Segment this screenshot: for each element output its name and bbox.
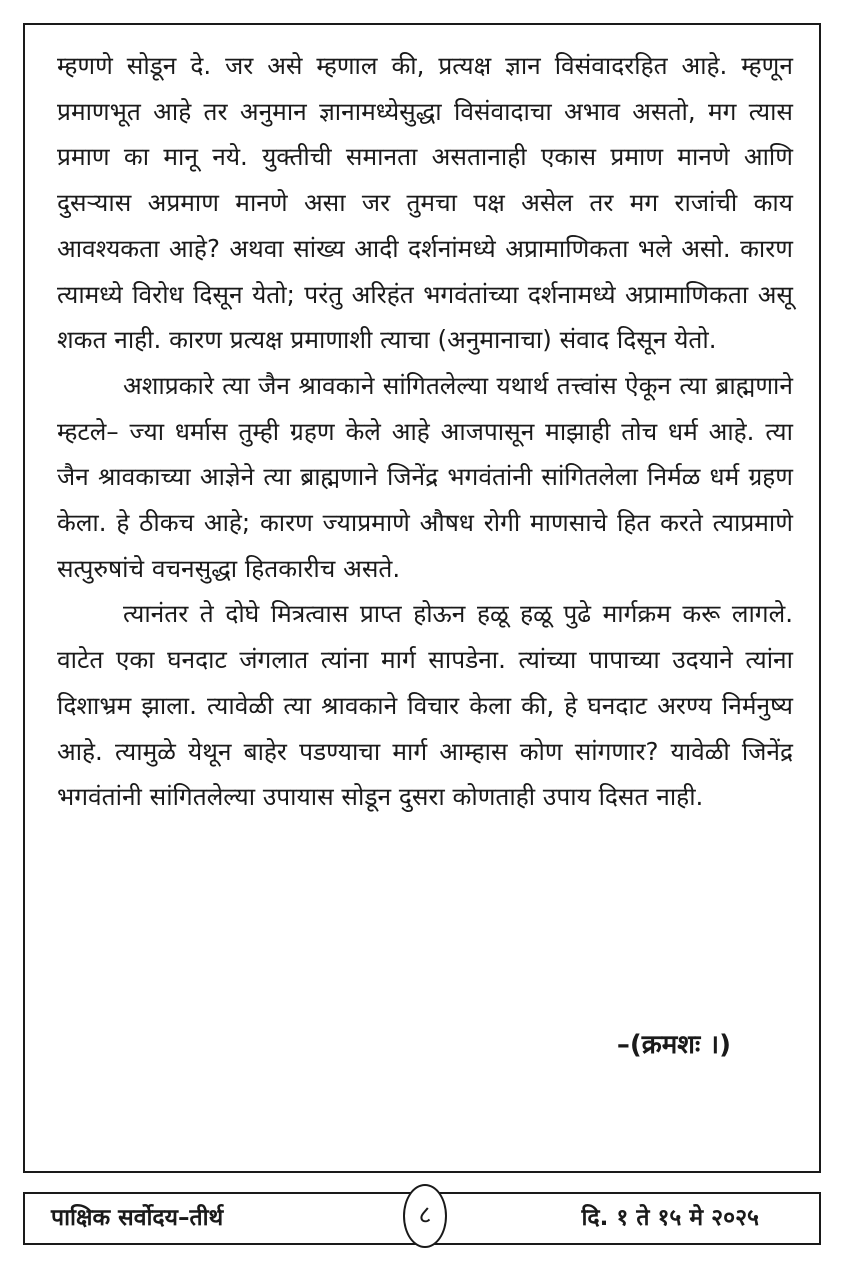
article-body: [57, 43, 793, 820]
issue-date: दि. १ ते १५ मे २०२५: [581, 1205, 759, 1231]
page-footer: [23, 1192, 821, 1245]
page-number: ८: [403, 1184, 447, 1248]
publication-title: पाक्षिक सर्वोदय–तीर्थ: [51, 1205, 224, 1231]
paragraph-1: म्हणणे सोडून दे. जर असे म्हणाल की, प्रत्यक्ष ज्ञान विसंवादरहित आहे. म्हणून प्रमाणभूत आहे तर अनुमान ज्ञानामध्येसुद्धा विसंवादाचा अभाव असतो, मग त्यास प्रमाण का मानू नये. युक्तीची समानता असतानाही एकास प्रमाण मानणे आणि दुसऱ्यास अप्रमाण मानणे असा जर तुमचा पक्ष असेल तर मग राजांची काय आवश्यकता आहे? अथवा सांख्य आदी दर्शनांमध्ये अप्रामाणिकता भले असो. कारण त्यामध्ये विरोध दिसून येतो; परंतु अरिहंत भगवंतांच्या दर्शनामध्ये अप्रामाणिकता असू शकत नाही. कारण प्रत्यक्ष प्रमाणाशी त्याचा (अनुमानाचा) संवाद दिसून येतो.: [57, 51, 793, 355]
paragraph-2: अशाप्रकारे त्या जैन श्रावकाने सांगितलेल्या यथार्थ तत्त्वांस ऐकून त्या ब्राह्मणाने म्हटले– ज्या धर्मास तुम्ही ग्रहण केले आहे आजपासून माझाही तोच धर्म आहे. त्या जैन श्रावकाच्या आज्ञेने त्या ब्राह्मणाने जिनेंद्र भगवंतांनी सांगितलेला निर्मळ धर्म ग्रहण केला. हे ठीकच आहे; कारण ज्याप्रमाणे औषध रोगी माणसाचे हित करते त्याप्रमाणे सत्पुरुषांचे वचनसुद्धा हितकारीच असते.: [57, 370, 793, 583]
paragraph-3: त्यानंतर ते दोघे मित्रत्वास प्राप्त होऊन हळू हळू पुढे मार्गक्रम करू लागले. वाटेत एका घनदाट जंगलात त्यांना मार्ग सापडेना. त्यांच्या पापाच्या उदयाने त्यांना दिशाभ्रम झाला. त्यावेळी त्या श्रावकाने विचार केला की, हे घनदाट अरण्य निर्मनुष्य आहे. त्यामुळे येथून बाहेर पडण्याचा मार्ग आम्हास कोण सांगणार? यावेळी जिनेंद्र भगवंतांनी सांगितलेल्या उपायास सोडून दुसरा कोणताही उपाय दिसत नाही.: [57, 599, 793, 812]
page-content-frame: [23, 23, 821, 1173]
continuation-mark: –(क्रमशः ।): [616, 1030, 731, 1060]
